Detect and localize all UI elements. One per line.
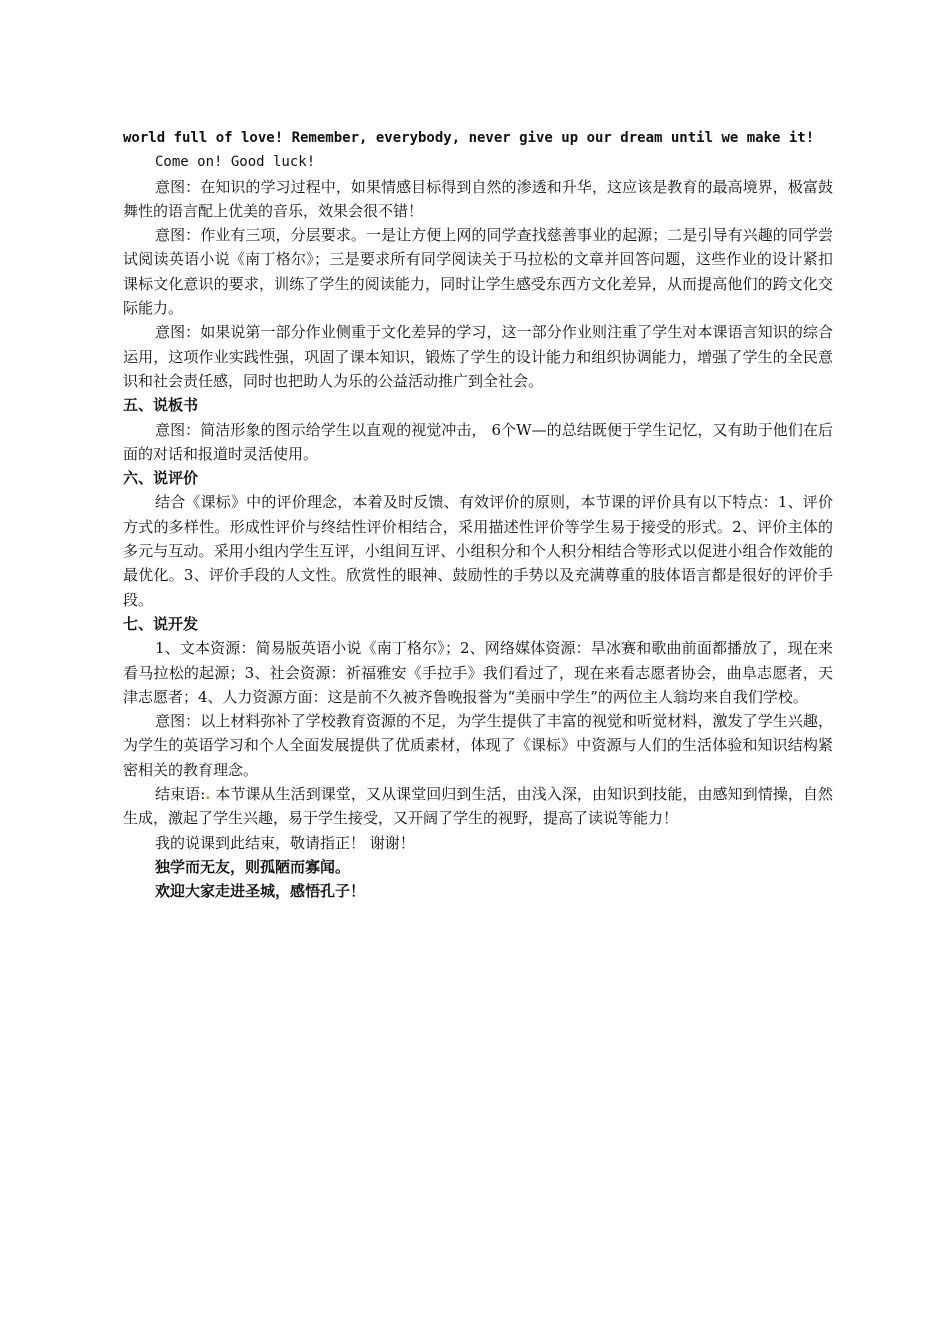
heading-development: 七、说开发 — [123, 614, 199, 633]
paragraph-conclusion — [123, 782, 833, 831]
paragraph-love: world full of love! Remember, everybody, never give up our dream until we make it! — [123, 130, 815, 146]
heading-board: 五、说板书 — [123, 396, 199, 415]
paragraph-intent-3: 意图：如果说第一部分作业侧重于文化差异的学习，这一部分作业则注重了学生对本课语言知识的综合运用，这项作业实践性强，巩固了课本知识，锻炼了学生的设计能力和组织协调能力，增强了学生的全民意识和社会责任感，同时也把助人为乐的公益活动推广到全社会。 — [123, 323, 833, 390]
paragraph-intent-4: 意图：以上材料弥补了学校教育资源的不足，为学生提供了丰富的视觉和听觉材料，激发了学生兴趣，为学生的英语学习和个人全面发展提供了优质素材，体现了《课标》中资源与人们的生活体验和知识结构紧密相关的教育理念。 — [123, 712, 833, 779]
paragraph-evaluation: 结合《课标》中的评价理念，本着及时反馈、有效评价的原则，本节课的评价具有以下特点：1、评价方式的多样性。形成性评价与终结性评价相结合，采用描述性评价等学生易于接受的形式。2、评价主体的多元与互动。采用小组内学生互评，小组间互评、小组积分和个人积分相结合等形式以促进小组合作效能的最优化。3、评价手段的人文性。欣赏性的眼神、鼓励性的手势以及充满尊重的肢体语言都是很好的评价手段。 — [123, 493, 833, 609]
paragraph-intent-2: 意图：作业有三项，分层要求。一是让方便上网的同学查找慈善事业的起源；二是引导有兴趣的同学尝试阅读英语小说《南丁格尔》；三是要求所有同学阅读关于马拉松的文章并回答问题，这些作业的设计紧扣课标文化意识的要求，训练了学生的阅读能力，同时让学生感受东西方文化差异，从而提高他们的跨文化交际能力。 — [123, 226, 833, 318]
document-page — [123, 126, 833, 904]
paragraph-intent-1: 意图：在知识的学习过程中，如果情感目标得到自然的渗透和升华，这应该是教育的最高境界，极富鼓舞性的语言配上优美的音乐，效果会很不错！ — [123, 177, 833, 220]
paragraph-board: 意图：简洁形象的图示给学生以直观的视觉冲击， 6个W—的总结既便于学生记忆，又有助于他们在后面的对话和报道时灵活使用。 — [123, 420, 833, 463]
paragraph-welcome: 欢迎大家走进圣城，感悟孔子！ — [155, 882, 366, 901]
paragraph-development: 1、文本资源：简易版英语小说《南丁格尔》；2、网络媒体资源：旱冰赛和歌曲前面都播放了，现在来看马拉松的起源；3、社会资源：祈福雅安《手拉手》我们看过了，现在来看志愿者协会，曲阜志愿者，天津志愿者；4、人力资源方面：这是前不久被齐鲁晚报誉为“美丽中学生”的两位主人翁均来自我们学校。 — [123, 639, 833, 706]
paragraph-thanks: 我的说课到此结束，敬请指正！ 谢谢！ — [155, 833, 415, 852]
conclusion-body: 本节课从生活到课堂，又从课堂回归到生活，由浅入深，由知识到技能，由感知到情操，自然生成，激起了学生兴趣，易于学生接受，又开阔了学生的视野，提高了读说等能力！ — [123, 785, 833, 828]
paragraph-come-on: Come on! Good luck! — [155, 154, 316, 171]
paragraph-quote: 独学而无友，则孤陋而寡闻。 — [155, 857, 351, 876]
conclusion-label: 结束语: — [155, 785, 206, 804]
conclusion-dot: . — [205, 785, 211, 804]
heading-evaluation: 六、说评价 — [123, 469, 199, 488]
